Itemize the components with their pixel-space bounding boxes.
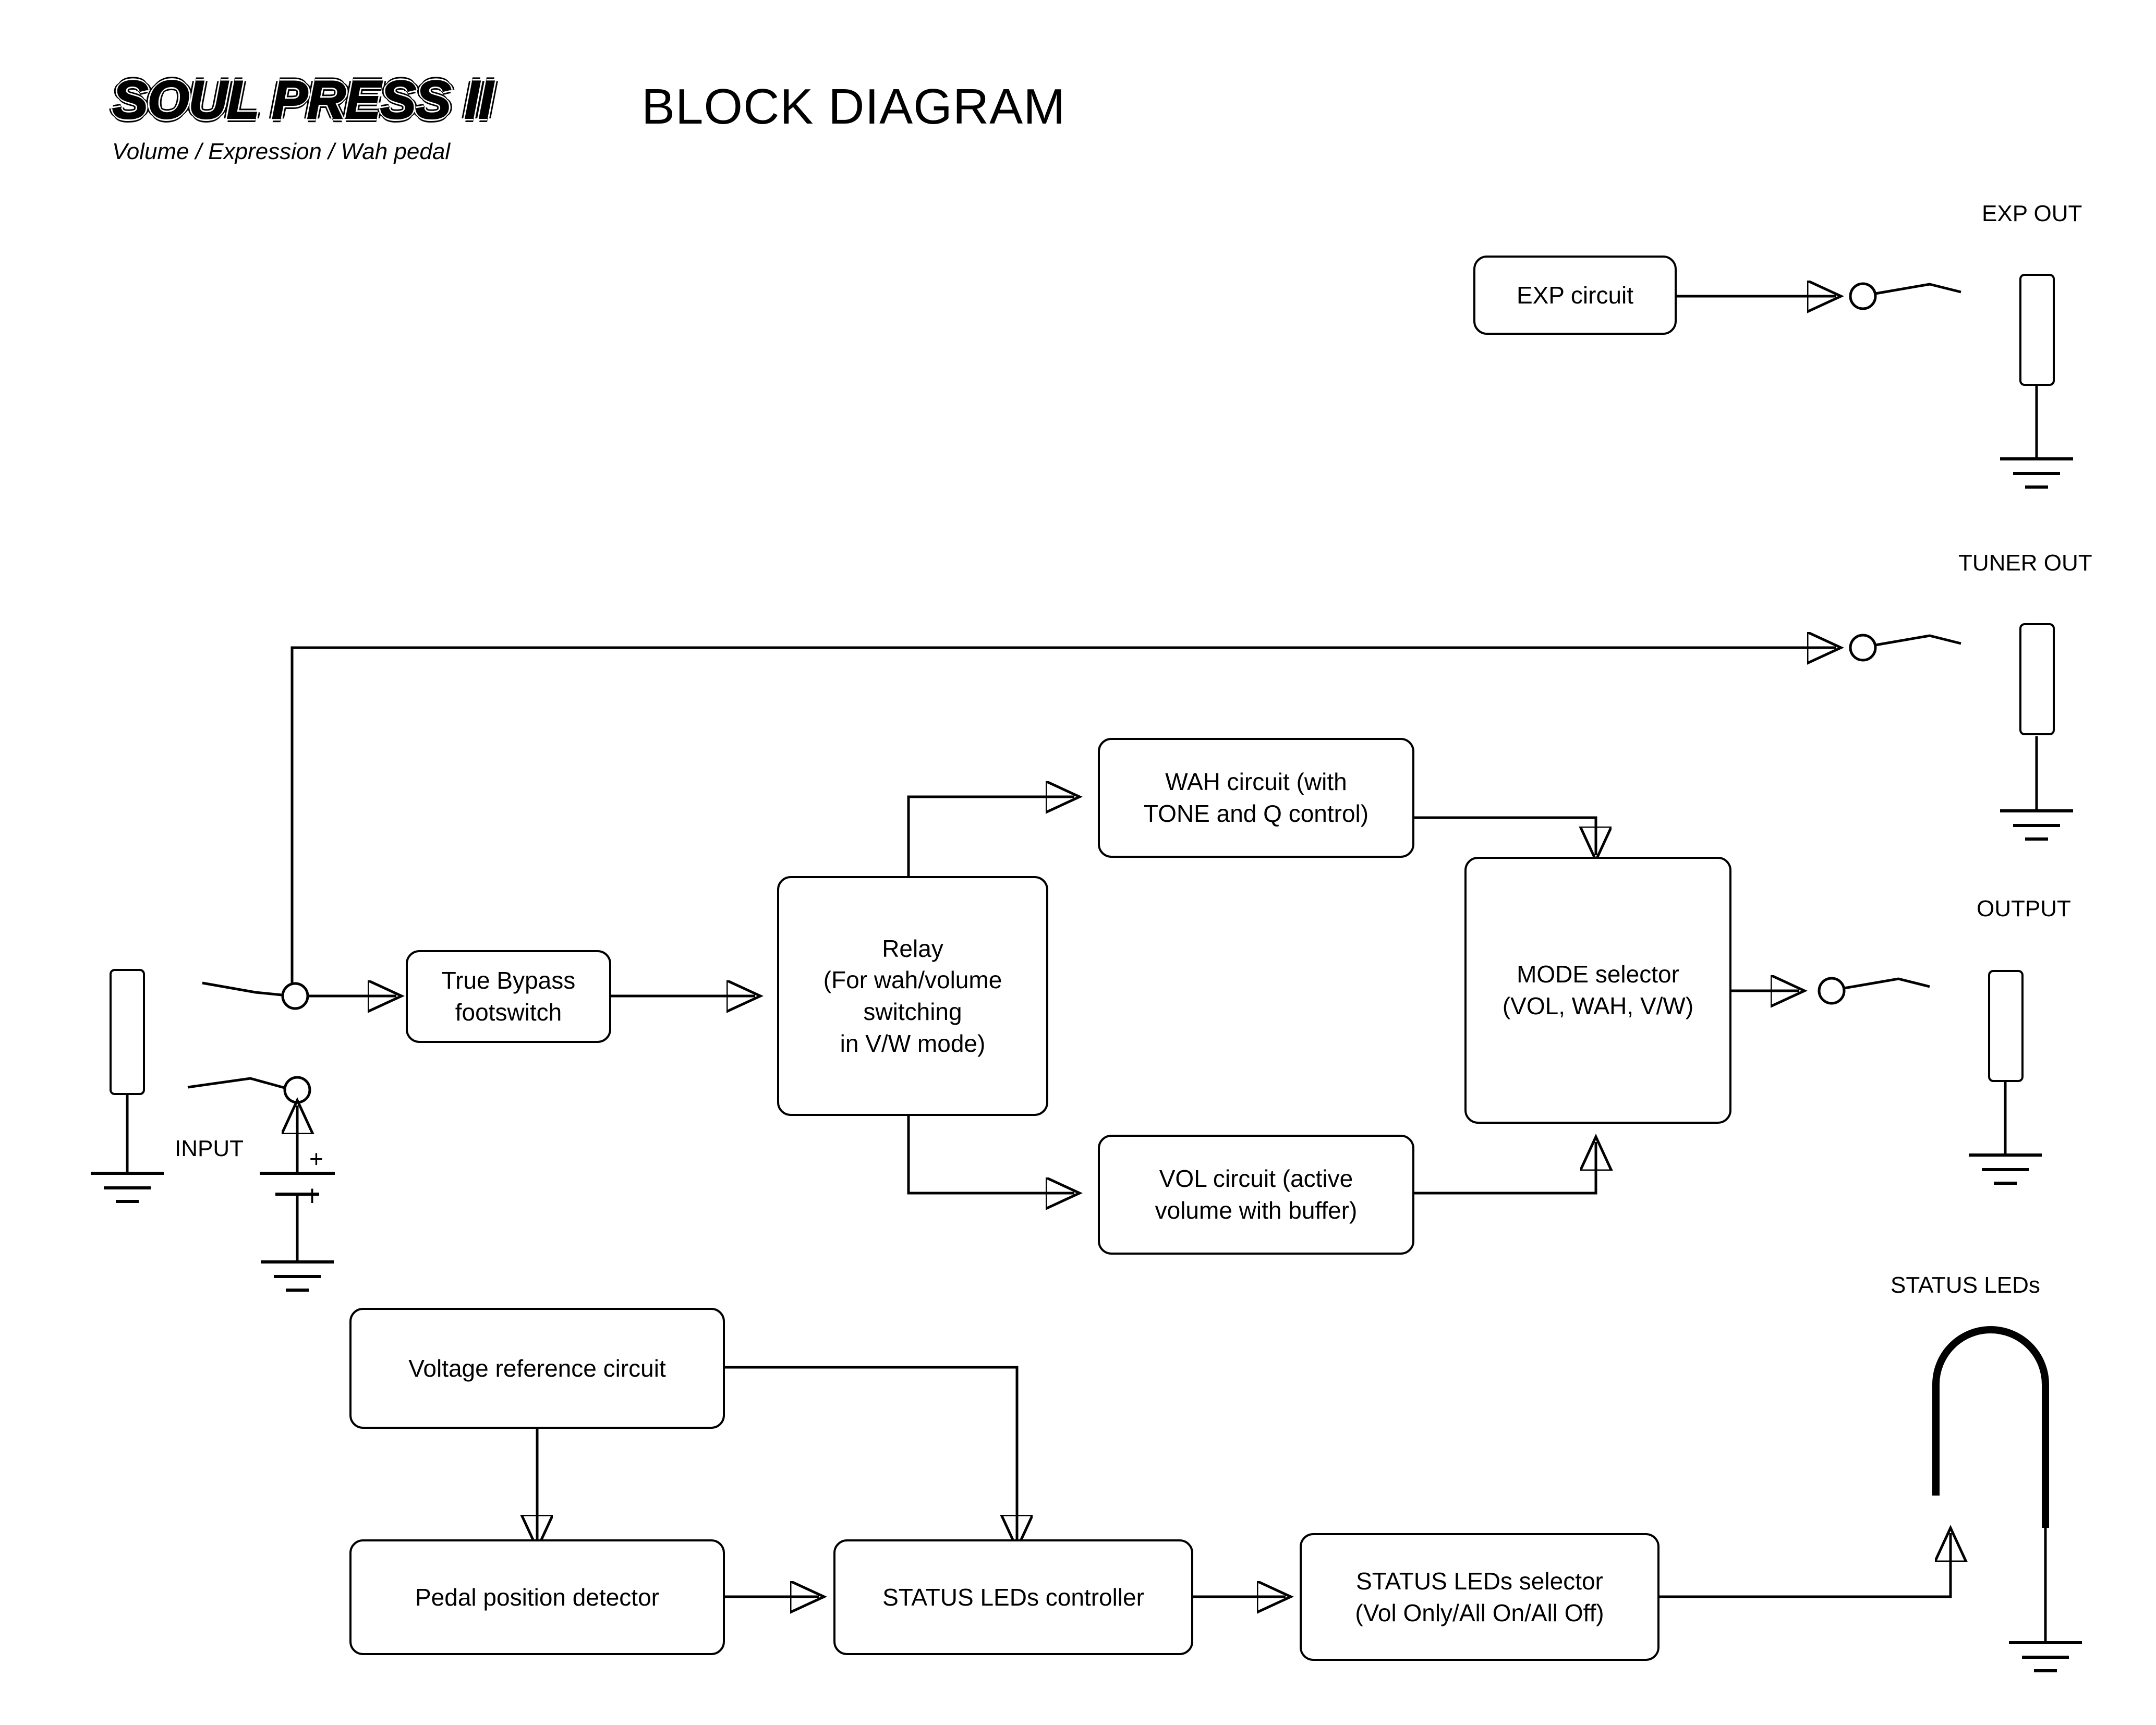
block-mode-selector-label-2: (VOL, WAH, V/W) [1502,992,1694,1019]
output-switch-node [1819,978,1844,1003]
block-vol-circuit-label-1: VOL circuit (active [1159,1165,1353,1193]
block-relay[interactable] [777,876,1048,1116]
block-status-leds-controller-label: STATUS LEDs controller [882,1583,1144,1611]
block-exp-circuit-label: EXP circuit [1516,281,1634,309]
block-exp-circuit[interactable] [1473,256,1677,335]
block-true-bypass-footswitch-label-1: True Bypass [441,967,576,994]
wire-wah-to-mode [1414,818,1596,855]
block-status-leds-controller[interactable] [833,1539,1193,1655]
block-relay-label-2: (For wah/volume [823,966,1002,994]
block-relay-label-1: Relay [882,934,943,962]
tuner-out-jack [2019,623,2055,735]
battery-switch-node [285,1077,310,1102]
input-label: INPUT [175,1136,244,1161]
exp-out-switch-lever [1875,284,1961,294]
page-title: BLOCK DIAGRAM [641,79,1066,135]
block-relay-label-4: in V/W mode) [840,1029,986,1057]
block-wah-circuit-label-1: WAH circuit (with [1165,768,1347,796]
tuner-out-label: TUNER OUT [1958,550,2092,576]
logo-subtitle: Volume / Expression / Wah pedal [112,139,451,164]
wire-relay-to-vol [909,1116,1074,1193]
output-label: OUTPUT [1977,896,2071,921]
status-leds-label: STATUS LEDs [1891,1272,2040,1298]
tuner-out-switch-node [1850,635,1875,660]
block-vol-circuit[interactable] [1098,1135,1414,1255]
battery-plus-label: + [309,1145,323,1172]
block-mode-selector-label-1: MODE selector [1517,961,1679,988]
block-mode-selector[interactable] [1464,857,1731,1124]
block-status-leds-selector[interactable] [1300,1533,1660,1661]
block-relay-label-3: switching [863,998,962,1025]
block-true-bypass-footswitch-label-2: footswitch [455,999,562,1026]
block-voltage-reference-circuit-label: Voltage reference circuit [408,1354,666,1382]
exp-out-label: EXP OUT [1982,201,2082,226]
battery-switch-lever [188,1078,292,1090]
block-wah-circuit[interactable] [1098,738,1414,858]
tuner-out-switch-lever [1875,636,1961,645]
block-true-bypass-footswitch[interactable] [406,950,611,1043]
block-status-leds-selector-label-2: (Vol Only/All On/All Off) [1355,1599,1604,1626]
input-switch-lever [202,983,292,996]
block-pedal-position-detector[interactable] [349,1539,725,1655]
block-voltage-reference-circuit[interactable] [349,1308,725,1429]
input-switch-node [283,983,308,1009]
battery-minus-label: I [309,1185,316,1208]
product-logo [112,70,582,165]
wire-vref-to-controller [725,1367,1017,1544]
wire-relay-to-wah [909,797,1074,876]
exp-out-jack [2019,274,2055,386]
input-jack [110,969,145,1095]
logo-wordmark: SOUL PRESS II [112,70,493,130]
output-switch-lever [1844,979,1930,988]
status-leds-symbol [1936,1330,2045,1528]
block-wah-circuit-label-2: TONE and Q control) [1143,800,1369,827]
block-status-leds-selector-label-1: STATUS LEDs selector [1356,1567,1603,1595]
wire-vol-to-mode [1414,1142,1596,1193]
block-vol-circuit-label-2: volume with buffer) [1155,1197,1358,1224]
block-pedal-position-detector-label: Pedal position detector [415,1583,659,1611]
wire-selector-to-leds [1660,1533,1951,1597]
exp-out-switch-node [1850,284,1875,309]
output-jack [1988,970,2024,1082]
